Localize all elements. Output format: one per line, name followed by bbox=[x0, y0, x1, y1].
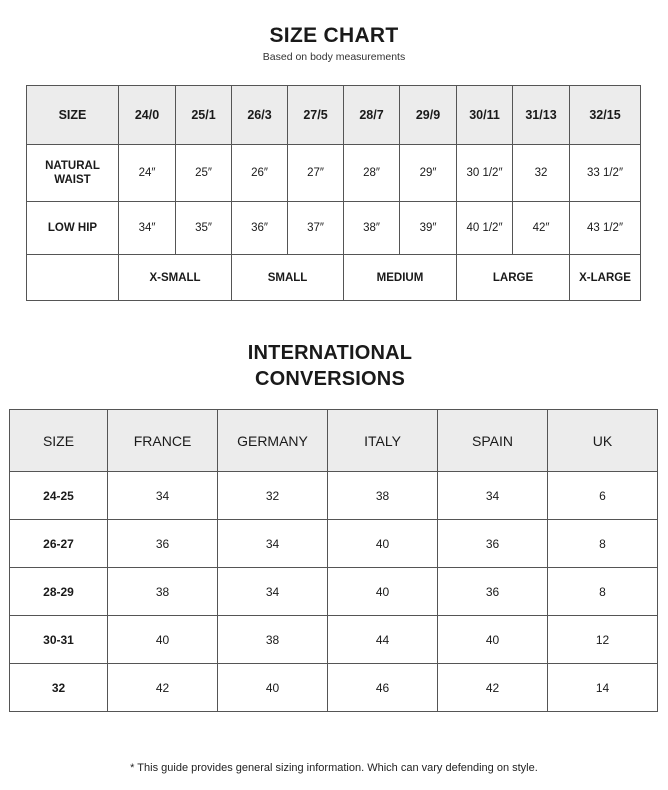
size-code-cell: 29/9 bbox=[400, 86, 457, 145]
waist-cell: 29″ bbox=[400, 145, 457, 202]
hip-row bbox=[27, 202, 641, 255]
size-code-cell: 28/7 bbox=[344, 86, 400, 145]
waist-cell: 25″ bbox=[176, 145, 232, 202]
size-range-cell: X-LARGE bbox=[570, 255, 641, 301]
conversions-title bbox=[0, 340, 660, 392]
table-cell: 42 bbox=[438, 664, 548, 712]
table-cell: 6 bbox=[548, 472, 658, 520]
footnote: * This guide provides general sizing information. Which can vary defending on style. bbox=[130, 762, 538, 774]
size-header-cell: SIZE bbox=[27, 86, 119, 145]
table-cell: 8 bbox=[548, 520, 658, 568]
size-code-cell: 32/15 bbox=[570, 86, 641, 145]
table-cell: 40 bbox=[438, 616, 548, 664]
hip-cell: 43 1/2″ bbox=[570, 202, 641, 255]
size-range-blank-cell bbox=[27, 255, 119, 301]
conversions-header-cell: UK bbox=[548, 410, 658, 472]
waist-row bbox=[27, 145, 641, 202]
size-chart-subtitle: Based on body measurements bbox=[262, 51, 406, 63]
conversions-title-line1: INTERNATIONAL bbox=[247, 342, 413, 364]
table-cell: 8 bbox=[548, 568, 658, 616]
table-row bbox=[10, 616, 658, 664]
conversions-header-cell: FRANCE bbox=[108, 410, 218, 472]
table-cell: 40 bbox=[108, 616, 218, 664]
table-row bbox=[10, 568, 658, 616]
conversions-header-cell: SIZE bbox=[10, 410, 108, 472]
waist-cell: 32 bbox=[513, 145, 570, 202]
waist-cell: 27″ bbox=[288, 145, 344, 202]
waist-cell: 24″ bbox=[119, 145, 176, 202]
hip-cell: 36″ bbox=[232, 202, 288, 255]
table-cell: 36 bbox=[108, 520, 218, 568]
hip-cell: 42″ bbox=[513, 202, 570, 255]
size-chart-title: SIZE CHART bbox=[269, 24, 399, 47]
table-cell: 40 bbox=[328, 568, 438, 616]
size-code-cell: 30/11 bbox=[457, 86, 513, 145]
size-range-cell: X-SMALL bbox=[119, 255, 232, 301]
table-row bbox=[10, 664, 658, 712]
table-cell: 34 bbox=[218, 520, 328, 568]
hip-label: LOW HIP bbox=[27, 202, 119, 255]
conversions-title-line2: CONVERSIONS bbox=[254, 368, 405, 390]
hip-cell: 40 1/2″ bbox=[457, 202, 513, 255]
conversion-size-cell: 32 bbox=[10, 664, 108, 712]
hip-cell: 39″ bbox=[400, 202, 457, 255]
waist-label: NATURAL WAIST bbox=[27, 145, 119, 202]
waist-cell: 26″ bbox=[232, 145, 288, 202]
conversions-header-cell: GERMANY bbox=[218, 410, 328, 472]
size-code-cell: 27/5 bbox=[288, 86, 344, 145]
table-cell: 12 bbox=[548, 616, 658, 664]
table-row bbox=[10, 520, 658, 568]
table-cell: 32 bbox=[218, 472, 328, 520]
table-cell: 40 bbox=[328, 520, 438, 568]
conversion-size-cell: 28-29 bbox=[10, 568, 108, 616]
hip-cell: 34″ bbox=[119, 202, 176, 255]
table-cell: 36 bbox=[438, 520, 548, 568]
conversions-header-cell: ITALY bbox=[328, 410, 438, 472]
hip-cell: 35″ bbox=[176, 202, 232, 255]
conversions-header-row bbox=[10, 410, 658, 472]
table-cell: 14 bbox=[548, 664, 658, 712]
size-range-cell: SMALL bbox=[232, 255, 344, 301]
size-code-cell: 24/0 bbox=[119, 86, 176, 145]
table-cell: 36 bbox=[438, 568, 548, 616]
table-cell: 46 bbox=[328, 664, 438, 712]
conversion-size-cell: 30-31 bbox=[10, 616, 108, 664]
table-cell: 42 bbox=[108, 664, 218, 712]
hip-cell: 37″ bbox=[288, 202, 344, 255]
table-row bbox=[10, 472, 658, 520]
table-cell: 38 bbox=[328, 472, 438, 520]
size-code-cell: 31/13 bbox=[513, 86, 570, 145]
waist-cell: 33 1/2″ bbox=[570, 145, 641, 202]
table-cell: 38 bbox=[108, 568, 218, 616]
table-cell: 44 bbox=[328, 616, 438, 664]
hip-cell: 38″ bbox=[344, 202, 400, 255]
conversion-size-cell: 26-27 bbox=[10, 520, 108, 568]
table-cell: 34 bbox=[218, 568, 328, 616]
table-cell: 34 bbox=[108, 472, 218, 520]
size-chart-header-row bbox=[27, 86, 641, 145]
waist-cell: 28″ bbox=[344, 145, 400, 202]
size-range-cell: MEDIUM bbox=[344, 255, 457, 301]
size-code-cell: 26/3 bbox=[232, 86, 288, 145]
conversions-table bbox=[9, 409, 658, 712]
waist-cell: 30 1/2″ bbox=[457, 145, 513, 202]
size-code-cell: 25/1 bbox=[176, 86, 232, 145]
table-cell: 34 bbox=[438, 472, 548, 520]
conversions-header-cell: SPAIN bbox=[438, 410, 548, 472]
conversion-size-cell: 24-25 bbox=[10, 472, 108, 520]
size-range-row bbox=[27, 255, 641, 301]
size-chart-table bbox=[26, 85, 641, 301]
size-range-cell: LARGE bbox=[457, 255, 570, 301]
table-cell: 40 bbox=[218, 664, 328, 712]
table-cell: 38 bbox=[218, 616, 328, 664]
